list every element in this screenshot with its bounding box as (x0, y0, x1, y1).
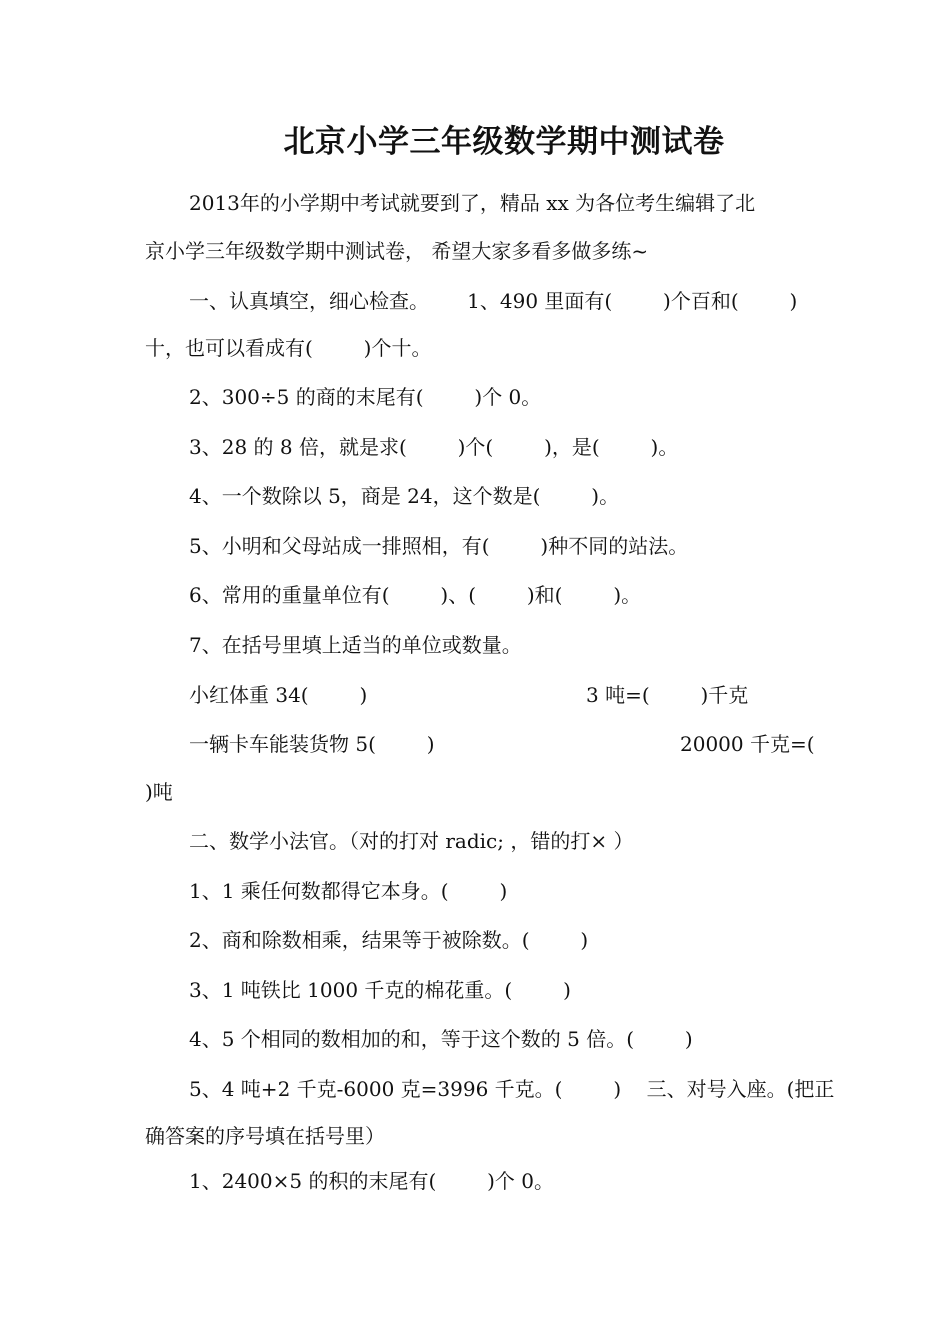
document-title: 北京小学三年级数学期中测试卷 (283, 124, 725, 160)
section1-q7-b-left: 一辆卡车能装货物 5( ) (189, 732, 435, 756)
section2-q1: 1、1 乘任何数都得它本身。( ) (189, 879, 508, 903)
section2-q2: 2、商和除数相乘，结果等于被除数。( ) (189, 928, 589, 952)
section1-q7-b-cont: )吨 (145, 780, 173, 804)
section1-q3: 3、28 的 8 倍，就是求( )个( )，是( )。 (189, 435, 679, 459)
section2-q3: 3、1 吨铁比 1000 千克的棉花重。( ) (189, 978, 571, 1002)
section1-q7: 7、在括号里填上适当的单位或数量。 (189, 633, 522, 657)
section1-q2: 2、300÷5 的商的末尾有( )个 0。 (189, 385, 542, 409)
section1-heading-q1: 一、认真填空，细心检查。 1、490 里面有( )个百和( ) (189, 289, 798, 313)
section2-q5-section3-heading: 5、4 吨+2 千克-6000 克=3996 千克。( ) 三、对号入座。(把正 (189, 1077, 835, 1101)
section1-q7-a-left: 小红体重 34( ) (189, 683, 368, 707)
section1-q4: 4、一个数除以 5，商是 24，这个数是( )。 (189, 484, 620, 508)
section1-q1-cont: 十，也可以看成有( )个十。 (145, 336, 432, 360)
section1-q7-b-right: 20000 千克=( (680, 732, 815, 756)
section1-q7-a-right: 3 吨=( )千克 (586, 683, 749, 707)
intro-line-2: 京小学三年级数学期中测试卷， 希望大家多看多做多练~ (145, 239, 649, 263)
intro-line-1: 2013年的小学期中考试就要到了，精品 xx 为各位考生编辑了北 (189, 191, 756, 215)
section1-q6: 6、常用的重量单位有( )、( )和( )。 (189, 583, 642, 607)
section2-heading: 二、数学小法官。（对的打对 radic; ，错的打× ） (189, 829, 634, 853)
section2-q4: 4、5 个相同的数相加的和，等于这个数的 5 倍。( ) (189, 1027, 693, 1051)
section3-heading-cont: 确答案的序号填在括号里） (145, 1124, 385, 1148)
section3-q1: 1、2400×5 的积的末尾有( )个 0。 (189, 1169, 555, 1193)
section1-q5: 5、小明和父母站成一排照相，有( )种不同的站法。 (189, 534, 689, 558)
